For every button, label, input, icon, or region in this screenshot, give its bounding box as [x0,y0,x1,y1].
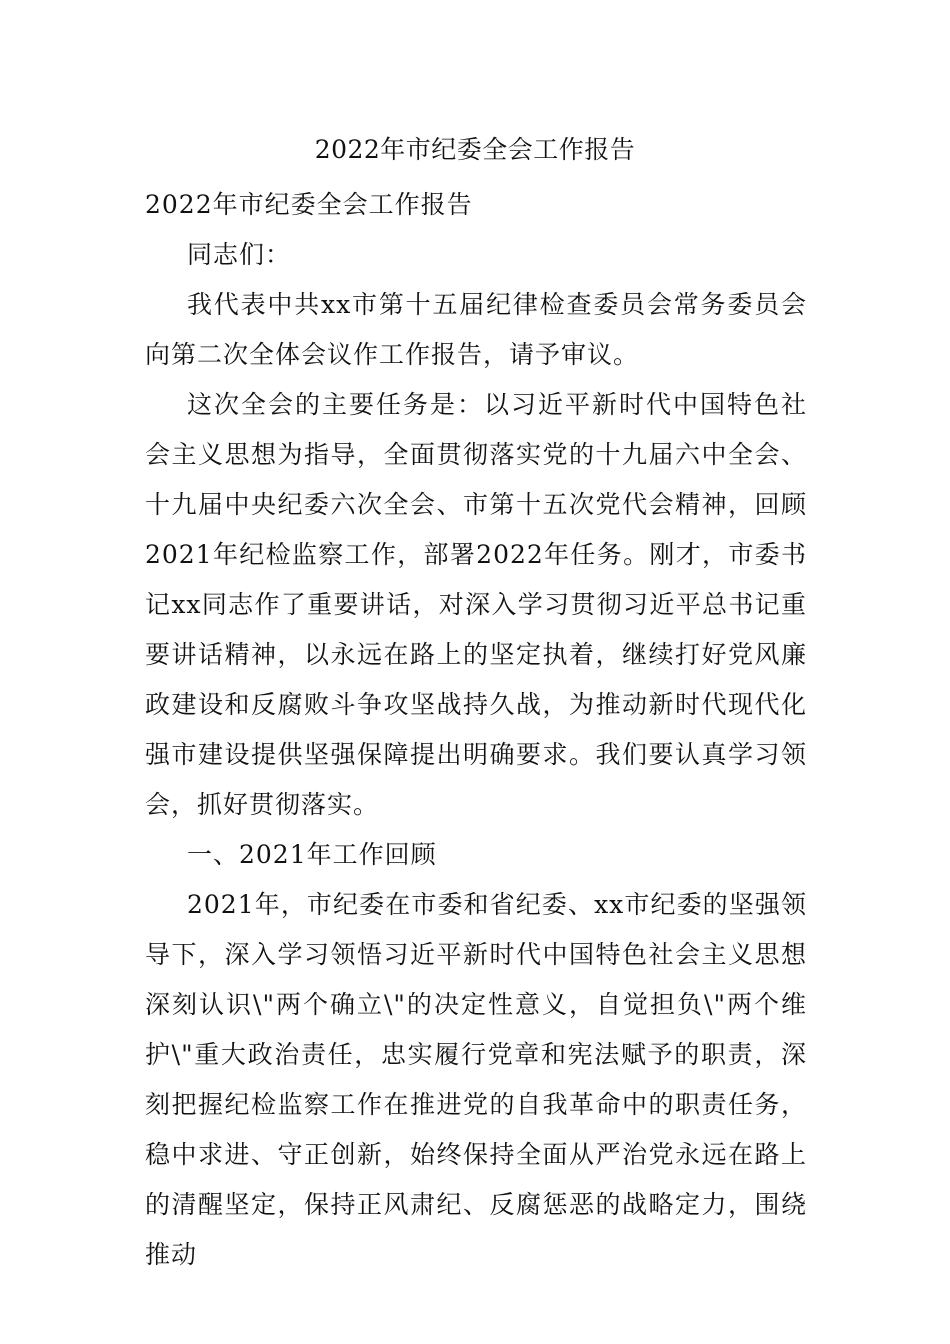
document-title: 2022年市纪委全会工作报告 [314,135,636,164]
paragraph-task: 这次全会的主要任务是：以习近平新时代中国特色社会主义思想为指导，全面贯彻落实党的十九届六中全会、十九届中央纪委六次全会、市第十五次党代会精神，回顾2021年纪检监察工作，部署2022年任务。刚才，市委书记xx同志作了重要讲话，对深入学习贯彻习近平总书记重要讲话精神，以永远在路上的坚定执着，继续打好党风廉政建设和反腐败斗争攻坚战持久战，为推动新时代现代化强市建设提供坚强保障提出明确要求。我们要认真学习领会，抓好贯彻落实。 [145,390,807,819]
paragraph-intro: 我代表中共xx市第十五届纪律检查委员会常务委员会向第二次全体会议作工作报告，请予审议。 [145,290,807,369]
paragraph-review: 2021年，市纪委在市委和省纪委、xx市纪委的坚强领导下，深入学习领悟习近平新时代中国特色社会主义思想深刻认识\"两个确立\"的决定性意义，自觉担负\"两个维护\"重大政治责任，忠实履行党章和宪法赋予的职责，深刻把握纪检监察工作在推进党的自我革命中的职责任务，稳中求进、守正创新，始终保持全面从严治党永远在路上的清醒坚定，保持正风肃纪、反腐惩恶的战略定力，围绕推动 [145,890,807,1269]
document-subtitle: 2022年市纪委全会工作报告 [145,190,473,219]
salutation: 同志们： [187,240,292,269]
section-heading: 一、2021年工作回顾 [187,840,437,869]
document-body [145,180,807,1280]
